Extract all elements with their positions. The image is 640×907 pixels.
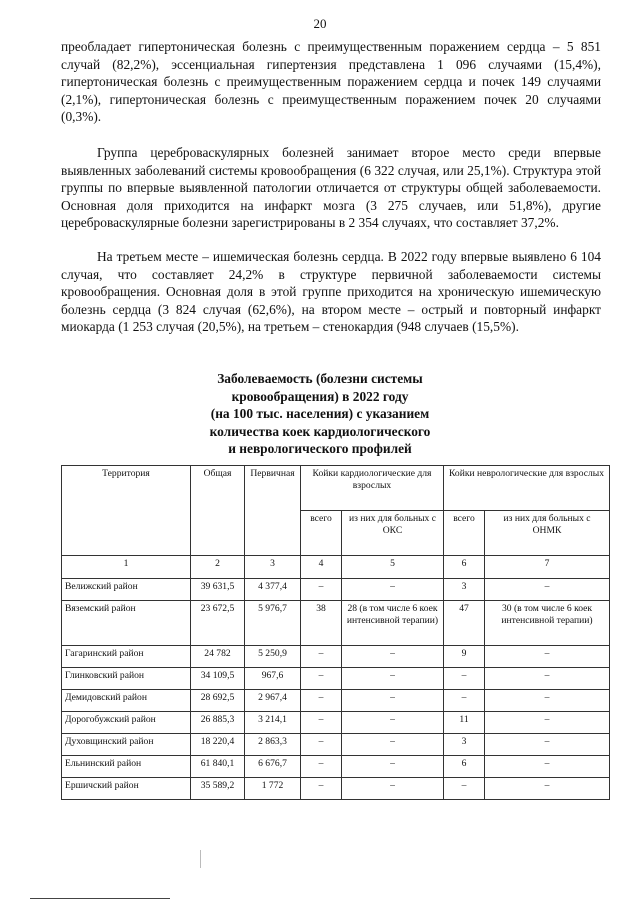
cell-cardio-oks: – xyxy=(342,734,444,756)
paragraph-ischemic: На третьем месте – ишемическая болезнь сердца. В 2022 году впервые выявлено 6 104 случая, что составляет 24,2% в структуре первичной заболеваемости системы кровообращения. Основная доля в этой группе приходится на хроническую ишемическую болезнь сердца (3 824 случая (62,6%), на втором месте – острый и повторный инфаркт миокарда (1 253 случая (20,5%), на третьем – стенокардия (948 случаев (15,5%). xyxy=(61,249,601,335)
cell-primary: 2 967,4 xyxy=(245,690,301,712)
table-title-line: Заболеваемость (болезни системы xyxy=(217,371,423,386)
cell-neuro-onmk: 30 (в том числе 6 коек интенсивной терапии) xyxy=(485,601,610,646)
cell-neuro-all: 6 xyxy=(444,756,485,778)
header-total: Общая xyxy=(191,466,245,556)
cell-primary: 967,6 xyxy=(245,668,301,690)
cell-neuro-onmk: – xyxy=(485,579,610,601)
header-territory: Территория xyxy=(62,466,191,556)
cell-cardio-all: – xyxy=(301,778,342,800)
cell-cardio-oks: – xyxy=(342,778,444,800)
cell-cardio-all: – xyxy=(301,646,342,668)
cell-total: 61 840,1 xyxy=(191,756,245,778)
cell-cardio-oks: – xyxy=(342,756,444,778)
cell-neuro-all: 3 xyxy=(444,579,485,601)
cell-total: 28 692,5 xyxy=(191,690,245,712)
table-row xyxy=(62,778,610,800)
cell-territory: Ершичский район xyxy=(62,778,191,800)
morbidity-table xyxy=(61,465,610,800)
column-number: 7 xyxy=(485,556,610,579)
cell-neuro-onmk: – xyxy=(485,734,610,756)
cell-cardio-all: – xyxy=(301,756,342,778)
cell-primary: 4 377,4 xyxy=(245,579,301,601)
cell-neuro-onmk: – xyxy=(485,690,610,712)
column-number: 6 xyxy=(444,556,485,579)
table-row xyxy=(62,690,610,712)
table-row xyxy=(62,734,610,756)
cell-neuro-all: 9 xyxy=(444,646,485,668)
cell-cardio-oks: – xyxy=(342,579,444,601)
cell-neuro-all: 3 xyxy=(444,734,485,756)
cell-territory: Духовщинский район xyxy=(62,734,191,756)
paragraph-cerebrovascular: Группа цереброваскулярных болезней занимает второе место среди впервые выявленных заболеваний системы кровообращения (6 322 случая, или 25,1%). Структура этой группы по впервые выявленной патологии отличается от структуры общей заболеваемости. Основная доля приходится на инфаркт мозга (3 275 случаев, или 51,8%), другие цереброваскулярные болезни зарегистрированы в 2 354 случаях, что составляет 37,2%. xyxy=(61,145,601,231)
table-row xyxy=(62,646,610,668)
cell-primary: 1 772 xyxy=(245,778,301,800)
column-number: 5 xyxy=(342,556,444,579)
page-number: 20 xyxy=(313,16,327,31)
table-row xyxy=(62,756,610,778)
header-neuro-onmk: из них для больных с ОНМК xyxy=(485,511,610,556)
cell-total: 26 885,3 xyxy=(191,712,245,734)
footnote-separator xyxy=(30,898,170,899)
table-title-line: кровообращения) в 2022 году xyxy=(231,388,409,404)
cell-territory: Глинковский район xyxy=(62,668,191,690)
header-primary: Первичная xyxy=(245,466,301,556)
table-title xyxy=(160,370,480,458)
header-cardio-beds: Койки кардиологические для взрослых xyxy=(301,466,444,511)
cell-total: 18 220,4 xyxy=(191,734,245,756)
cell-neuro-all: – xyxy=(444,668,485,690)
cell-neuro-all: – xyxy=(444,778,485,800)
table-title-line: и неврологического профилей xyxy=(228,441,412,457)
cell-total: 34 109,5 xyxy=(191,668,245,690)
column-number: 4 xyxy=(301,556,342,579)
table-row xyxy=(62,668,610,690)
cell-neuro-onmk: – xyxy=(485,778,610,800)
cell-cardio-all: – xyxy=(301,668,342,690)
cell-neuro-all: – xyxy=(444,690,485,712)
scan-mark xyxy=(200,850,201,868)
cell-cardio-all: – xyxy=(301,712,342,734)
cell-cardio-oks: – xyxy=(342,690,444,712)
cell-neuro-onmk: – xyxy=(485,712,610,734)
cell-territory: Велижский район xyxy=(62,579,191,601)
cell-territory: Дорогобужский район xyxy=(62,712,191,734)
cell-cardio-oks: – xyxy=(342,668,444,690)
cell-cardio-oks: – xyxy=(342,712,444,734)
cell-cardio-all: – xyxy=(301,579,342,601)
column-number: 2 xyxy=(191,556,245,579)
cell-territory: Гагаринский район xyxy=(62,646,191,668)
column-number: 1 xyxy=(62,556,191,579)
paragraph-hypertension: преобладает гипертоническая болезнь с преимущественным поражением сердца – 5 851 случай (82,2%), эссенциальная гипертензия представлена 1 096 случаями (15,4%), гипертоническая болезнь с преимущественным поражением сердца и почек 149 случаями (2,1%), гипертоническая болезнь с преимущественным поражением почек 20 случаями (0,3%). xyxy=(61,39,601,125)
cell-total: 23 672,5 xyxy=(191,601,245,646)
column-number: 3 xyxy=(245,556,301,579)
header-cardio-all: всего xyxy=(301,511,342,556)
table-title-line: количества коек кардиологического xyxy=(209,423,431,439)
cell-neuro-onmk: – xyxy=(485,668,610,690)
cell-cardio-all: 38 xyxy=(301,601,342,646)
cell-primary: 2 863,3 xyxy=(245,734,301,756)
cell-neuro-all: 11 xyxy=(444,712,485,734)
table-row xyxy=(62,579,610,601)
header-neuro-all: всего xyxy=(444,511,485,556)
column-number-row xyxy=(62,556,610,579)
cell-total: 35 589,2 xyxy=(191,778,245,800)
table-title-line: (на 100 тыс. населения) с указанием xyxy=(210,406,430,422)
cell-total: 39 631,5 xyxy=(191,579,245,601)
cell-neuro-onmk: – xyxy=(485,646,610,668)
cell-primary: 5 976,7 xyxy=(245,601,301,646)
cell-primary: 5 250,9 xyxy=(245,646,301,668)
cell-cardio-all: – xyxy=(301,690,342,712)
cell-primary: 3 214,1 xyxy=(245,712,301,734)
table-row xyxy=(62,712,610,734)
cell-territory: Демидовский район xyxy=(62,690,191,712)
cell-neuro-onmk: – xyxy=(485,756,610,778)
cell-neuro-all: 47 xyxy=(444,601,485,646)
cell-total: 24 782 xyxy=(191,646,245,668)
cell-cardio-all: – xyxy=(301,734,342,756)
header-neuro-beds: Койки неврологические для взрослых xyxy=(444,466,610,511)
header-cardio-oks: из них для больных с ОКС xyxy=(342,511,444,556)
table-row xyxy=(62,601,610,646)
cell-cardio-oks: – xyxy=(342,646,444,668)
cell-territory: Вяземский район xyxy=(62,601,191,646)
cell-primary: 6 676,7 xyxy=(245,756,301,778)
cell-cardio-oks: 28 (в том числе 6 коек интенсивной терапии) xyxy=(342,601,444,646)
cell-territory: Ельнинский район xyxy=(62,756,191,778)
